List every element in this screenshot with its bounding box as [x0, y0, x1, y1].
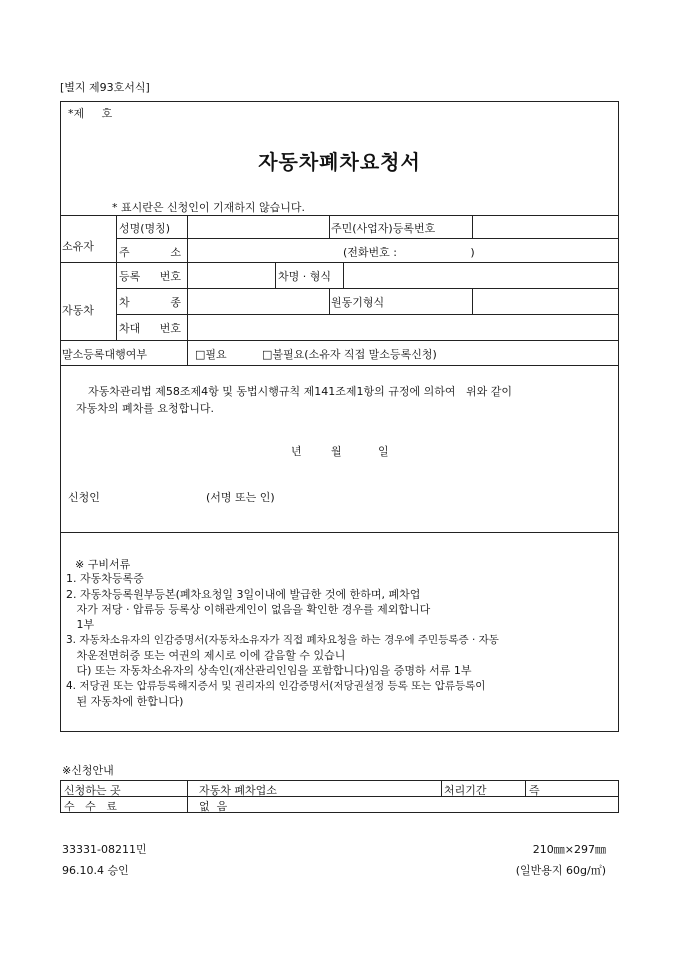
owner-address-label-a: 주	[119, 246, 130, 259]
footer-approval: 96.10.4 승인	[62, 864, 129, 877]
doc-line: 1부	[66, 618, 95, 631]
form-number: [별지 제93호서식]	[60, 81, 150, 94]
vehicle-chassis-label-a: 차대	[119, 322, 141, 335]
dereg-label: 말소등록대행여부	[62, 348, 148, 361]
owner-address-field[interactable]	[188, 239, 338, 262]
doc-line: 차운전면허증 또는 여권의 제시로 이에 갈음할 수 있습니	[66, 649, 346, 662]
vehicle-regnum-label-b: 번호	[159, 270, 181, 283]
statement-line-1: 자동차관리법 제58조제4항 및 동법시행규칙 제141조제1항의 규정에 의하여 위와 같이	[88, 385, 512, 398]
vehicle-regnum-label	[119, 268, 181, 284]
doc-line: 3. 자동차소유자의 인감증명서(자동차소유자가 직접 폐차요청을 하는 경우에 주민등록증 · 자동	[66, 634, 499, 646]
guide-fee-value: 없 음	[199, 800, 228, 813]
guide-period-label: 처리기간	[444, 784, 487, 797]
guide-where-label: 신청하는 곳	[64, 784, 121, 797]
date-day: 일	[378, 445, 389, 458]
owner-name-field[interactable]	[188, 216, 329, 238]
dereg-option-required[interactable]: □필요	[195, 348, 227, 361]
document-number-label: *제 호	[68, 107, 113, 120]
date-month: 월	[331, 445, 342, 458]
doc-line: 1. 자동차등록증	[66, 572, 144, 585]
owner-address-label-b: 소	[170, 246, 181, 259]
dereg-option-not-required[interactable]: □불필요(소유자 직접 말소등록신청)	[262, 348, 437, 361]
applicant-label: 신청인	[68, 491, 100, 504]
docs-heading: ※ 구비서류	[75, 558, 131, 571]
vehicle-model-label: 차명 · 형식	[278, 270, 331, 283]
date-year: 년	[291, 445, 302, 458]
vehicle-engine-label: 원동기형식	[331, 296, 385, 309]
vehicle-chassis-label-b: 번호	[159, 322, 181, 335]
vehicle-regnum-label-a: 등록	[119, 270, 141, 283]
statement-line-2: 자동차의 폐차를 요청합니다.	[76, 402, 215, 415]
doc-line: 4. 저당권 또는 압류등록해지증서 및 권리자의 인감증명서(저당권설정 등록 또는 압류등록이	[66, 680, 486, 692]
guide-heading: ※신청안내	[62, 764, 114, 777]
doc-line: 된 자동차에 한합니다)	[66, 695, 184, 708]
doc-line: 자가 저당 · 압류등 등록상 이해관계인이 없음을 확인한 경우를 제외합니다	[66, 603, 431, 616]
doc-line: 2. 자동차등록원부등본(폐차요청일 3일이내에 발급한 것에 한하며, 폐차업	[66, 588, 421, 601]
vehicle-type-label-b: 종	[170, 296, 181, 309]
guide-fee-label: 수 수 료	[64, 800, 117, 813]
vehicle-type-field[interactable]	[188, 289, 329, 314]
notice-text: * 표시란은 신청인이 기재하지 않습니다.	[112, 201, 305, 214]
applicant-field[interactable]	[110, 484, 200, 504]
owner-regno-field[interactable]	[473, 216, 618, 238]
owner-phone-label: (전화번호 : )	[343, 246, 475, 259]
vehicle-chassis-field[interactable]	[188, 315, 618, 340]
page-title: 자동차폐차요청서	[258, 150, 421, 174]
footer-paper: (일반용지 60g/㎡)	[515, 864, 606, 877]
vehicle-type-label	[119, 294, 181, 310]
doc-line: 다) 또는 자동차소유자의 상속인(재산관리인임을 포함합니다)임을 증명하 서류 1부	[66, 664, 472, 677]
vehicle-model-field[interactable]	[344, 263, 618, 288]
owner-section-label: 소유자	[62, 240, 94, 253]
vehicle-engine-field[interactable]	[473, 289, 618, 314]
guide-where-value: 자동차 폐차업소	[199, 784, 277, 797]
footer-size: 210㎜×297㎜	[532, 843, 606, 856]
owner-address-label	[119, 244, 181, 260]
vehicle-chassis-label	[119, 320, 181, 336]
vehicle-type-label-a: 차	[119, 296, 130, 309]
signature-label: (서명 또는 인)	[206, 491, 275, 504]
vehicle-regnum-field[interactable]	[188, 263, 275, 288]
footer-code: 33331-08211민	[62, 843, 147, 856]
owner-regno-label: 주민(사업자)등록번호	[331, 222, 436, 235]
owner-name-label: 성명(명칭)	[119, 222, 171, 235]
vehicle-section-label: 자동차	[62, 304, 94, 317]
guide-period-value: 즉	[529, 784, 540, 797]
